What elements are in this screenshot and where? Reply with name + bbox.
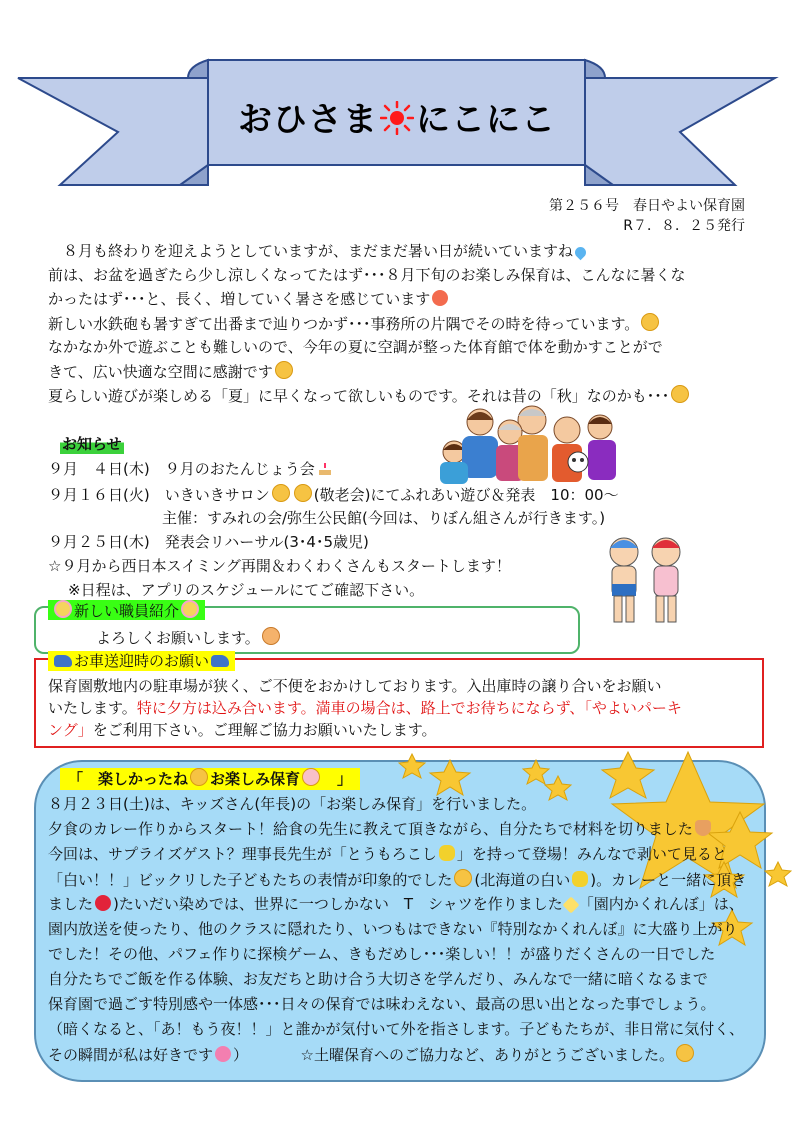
- birthday-cake-icon: [317, 460, 333, 476]
- person-icon: [262, 627, 280, 645]
- fun-line-5: ました )たいだい染めでは、世界に一つしかない T シャツを作りました 「園内かくれんぼ」は、: [48, 895, 744, 913]
- intro-line-3: かったはず･･･と、長く、増していく暑さを感じています: [48, 289, 450, 309]
- issue-number: 第２５６号 春日やよい保育園: [549, 198, 745, 214]
- sweat-smile-icon: [671, 385, 689, 403]
- notice-swimming: ☆９月から西日本スイミング再開＆わくわくさんもスタートします！: [48, 557, 511, 575]
- fun-line-11: その瞬間が私は好きです ） ☆土曜保育へのご協力など、ありがとうございました。: [48, 1044, 696, 1065]
- fun-line-9: 保育園で過ごす特別感や一体感･･･日々の保育では味わえない、最高の思い出となった事でしょう。: [48, 995, 716, 1013]
- parking-line-3: ング」をご利用下さい。ご理解ご協力お願いいたします。: [48, 721, 437, 739]
- grinning-face-icon: [190, 768, 208, 786]
- curry-icon: [695, 820, 711, 836]
- corn-icon: [572, 871, 588, 887]
- flower-icon: [54, 600, 72, 618]
- smiling-face-icon: [275, 361, 293, 379]
- intro-line-2: 前は、お盆を過ぎたら少し涼しくなってたはず･･･８月下旬のお楽しみ保育は、こんなに暑くな: [48, 266, 686, 284]
- heart-icon: [95, 895, 111, 911]
- fun-line-7: でした！その他、パフェ作りに探検ゲーム、きもだめし･･･楽しい！！が盛りだくさんの一日でした: [48, 945, 716, 963]
- grin-icon: [454, 869, 472, 887]
- new-staff-text: よろしくお願いします。: [96, 627, 282, 648]
- car-icon: [211, 655, 229, 667]
- smiling-hearts-icon: [302, 768, 320, 786]
- notice-heading: お知らせ: [62, 435, 122, 453]
- notice-birthday: ９月 ４日(木) ９月のおたんじょう会: [48, 459, 335, 479]
- title-left: おひさま: [238, 100, 378, 140]
- notice-rehearsal: ９月２５日(木) 発表会リハーサル(3･4･5歳児): [48, 533, 369, 551]
- fun-line-2: 夕食のカレー作りからスタート！給食の先生に教えて頂きながら、自分たちで材料を切りました: [48, 819, 713, 839]
- intro-line-5: なかなか外で遊ぶことも難しいので、今年の夏に空調が整った体育館で体を動かすことがで: [48, 338, 663, 356]
- sun-icon: [380, 101, 414, 135]
- car-icon: [54, 655, 72, 667]
- flower-icon: [181, 600, 199, 618]
- newsletter-title: [238, 92, 556, 141]
- title-right: にこにこ: [416, 100, 556, 140]
- notice-organizer: 主催：すみれの会/弥生公民館(今回は、りぼん組さんが行きます。): [162, 509, 606, 527]
- notice-salon: ９月１６日(火) いきいきサロン (敬老会)にてふれあい遊び＆発表 10：00～: [48, 486, 619, 504]
- old-man-icon: [272, 484, 290, 502]
- notice-schedule: ※日程は、アプリのスケジュールにてご確認下さい。: [68, 581, 425, 599]
- fun-line-6: 園内放送を使ったり、他のクラスに隠れたり、いつもはできない『特別なかくれんぼ』に大盛り上がり: [48, 920, 738, 938]
- fun-line-10: （暗くなると、「あ！もう夜！！」と誰かが気付いて外を指さします。子どもたちが、非日常に気付く、: [48, 1020, 745, 1038]
- swimming-kids-illustration: [600, 532, 692, 626]
- family-illustration: [432, 402, 622, 484]
- hugging-heart-icon: [215, 1046, 231, 1062]
- sparkles-icon: [562, 897, 579, 914]
- new-staff-heading: 新しい職員紹介: [48, 600, 205, 620]
- relieved-face-icon: [641, 313, 659, 331]
- fun-line-8: 自分たちでご飯を作る体験、お友だちと助け合う大切さを学んだり、みんなで一緒に暗くなるまで: [48, 970, 708, 988]
- parking-line-2: いたします。特に夕方は込み合います。満車の場合は、路上でお待ちにならず、「やよいパーキ: [48, 699, 682, 717]
- fun-day-heading: 「 楽しかったね お楽しみ保育 」: [60, 768, 360, 790]
- intro-line-1: ８月も終わりを迎えようとしていますが、まだまだ暑い日が続いていますね: [48, 241, 588, 261]
- fun-line-3: 今回は、サプライズゲスト？理事長先生が「とうもろこし 」を持って登場！みんなで剥いて見ると: [48, 845, 727, 863]
- intro-line-6: きて、広い快適な空間に感謝です: [48, 361, 295, 382]
- intro-line-4: 新しい水鉄砲も暑すぎて出番まで辿りつかず･･･事務所の片隅でその時を待っています。: [48, 313, 661, 334]
- fun-line-1: ８月２３日(土)は、キッズさん(年長)の「お楽しみ保育」を行いました。: [48, 795, 537, 813]
- issue-date: R７．８．２５発行: [623, 218, 745, 234]
- smiling-face-icon: [676, 1044, 694, 1062]
- parking-heading: お車送迎時のお願い: [48, 651, 235, 671]
- fun-line-4: 「白い！！」ビックリした子どもたちの表情が印象的でした (北海道の白い )。カレーと一緒に頂き: [48, 871, 747, 889]
- hot-face-icon: [432, 290, 448, 306]
- parking-line-1: 保育園敷地内の駐車場が狭く、ご不便をおかけしております。入出庫時の譲り合いをお願い: [48, 677, 662, 695]
- corn-icon: [439, 845, 455, 861]
- old-woman-icon: [294, 484, 312, 502]
- sweat-drops-icon: [573, 245, 589, 261]
- intro-line-7: 夏らしい遊びが楽しめる「夏」に早くなって欲しいものです。それは昔の「秋」なのかも･･･: [48, 385, 691, 406]
